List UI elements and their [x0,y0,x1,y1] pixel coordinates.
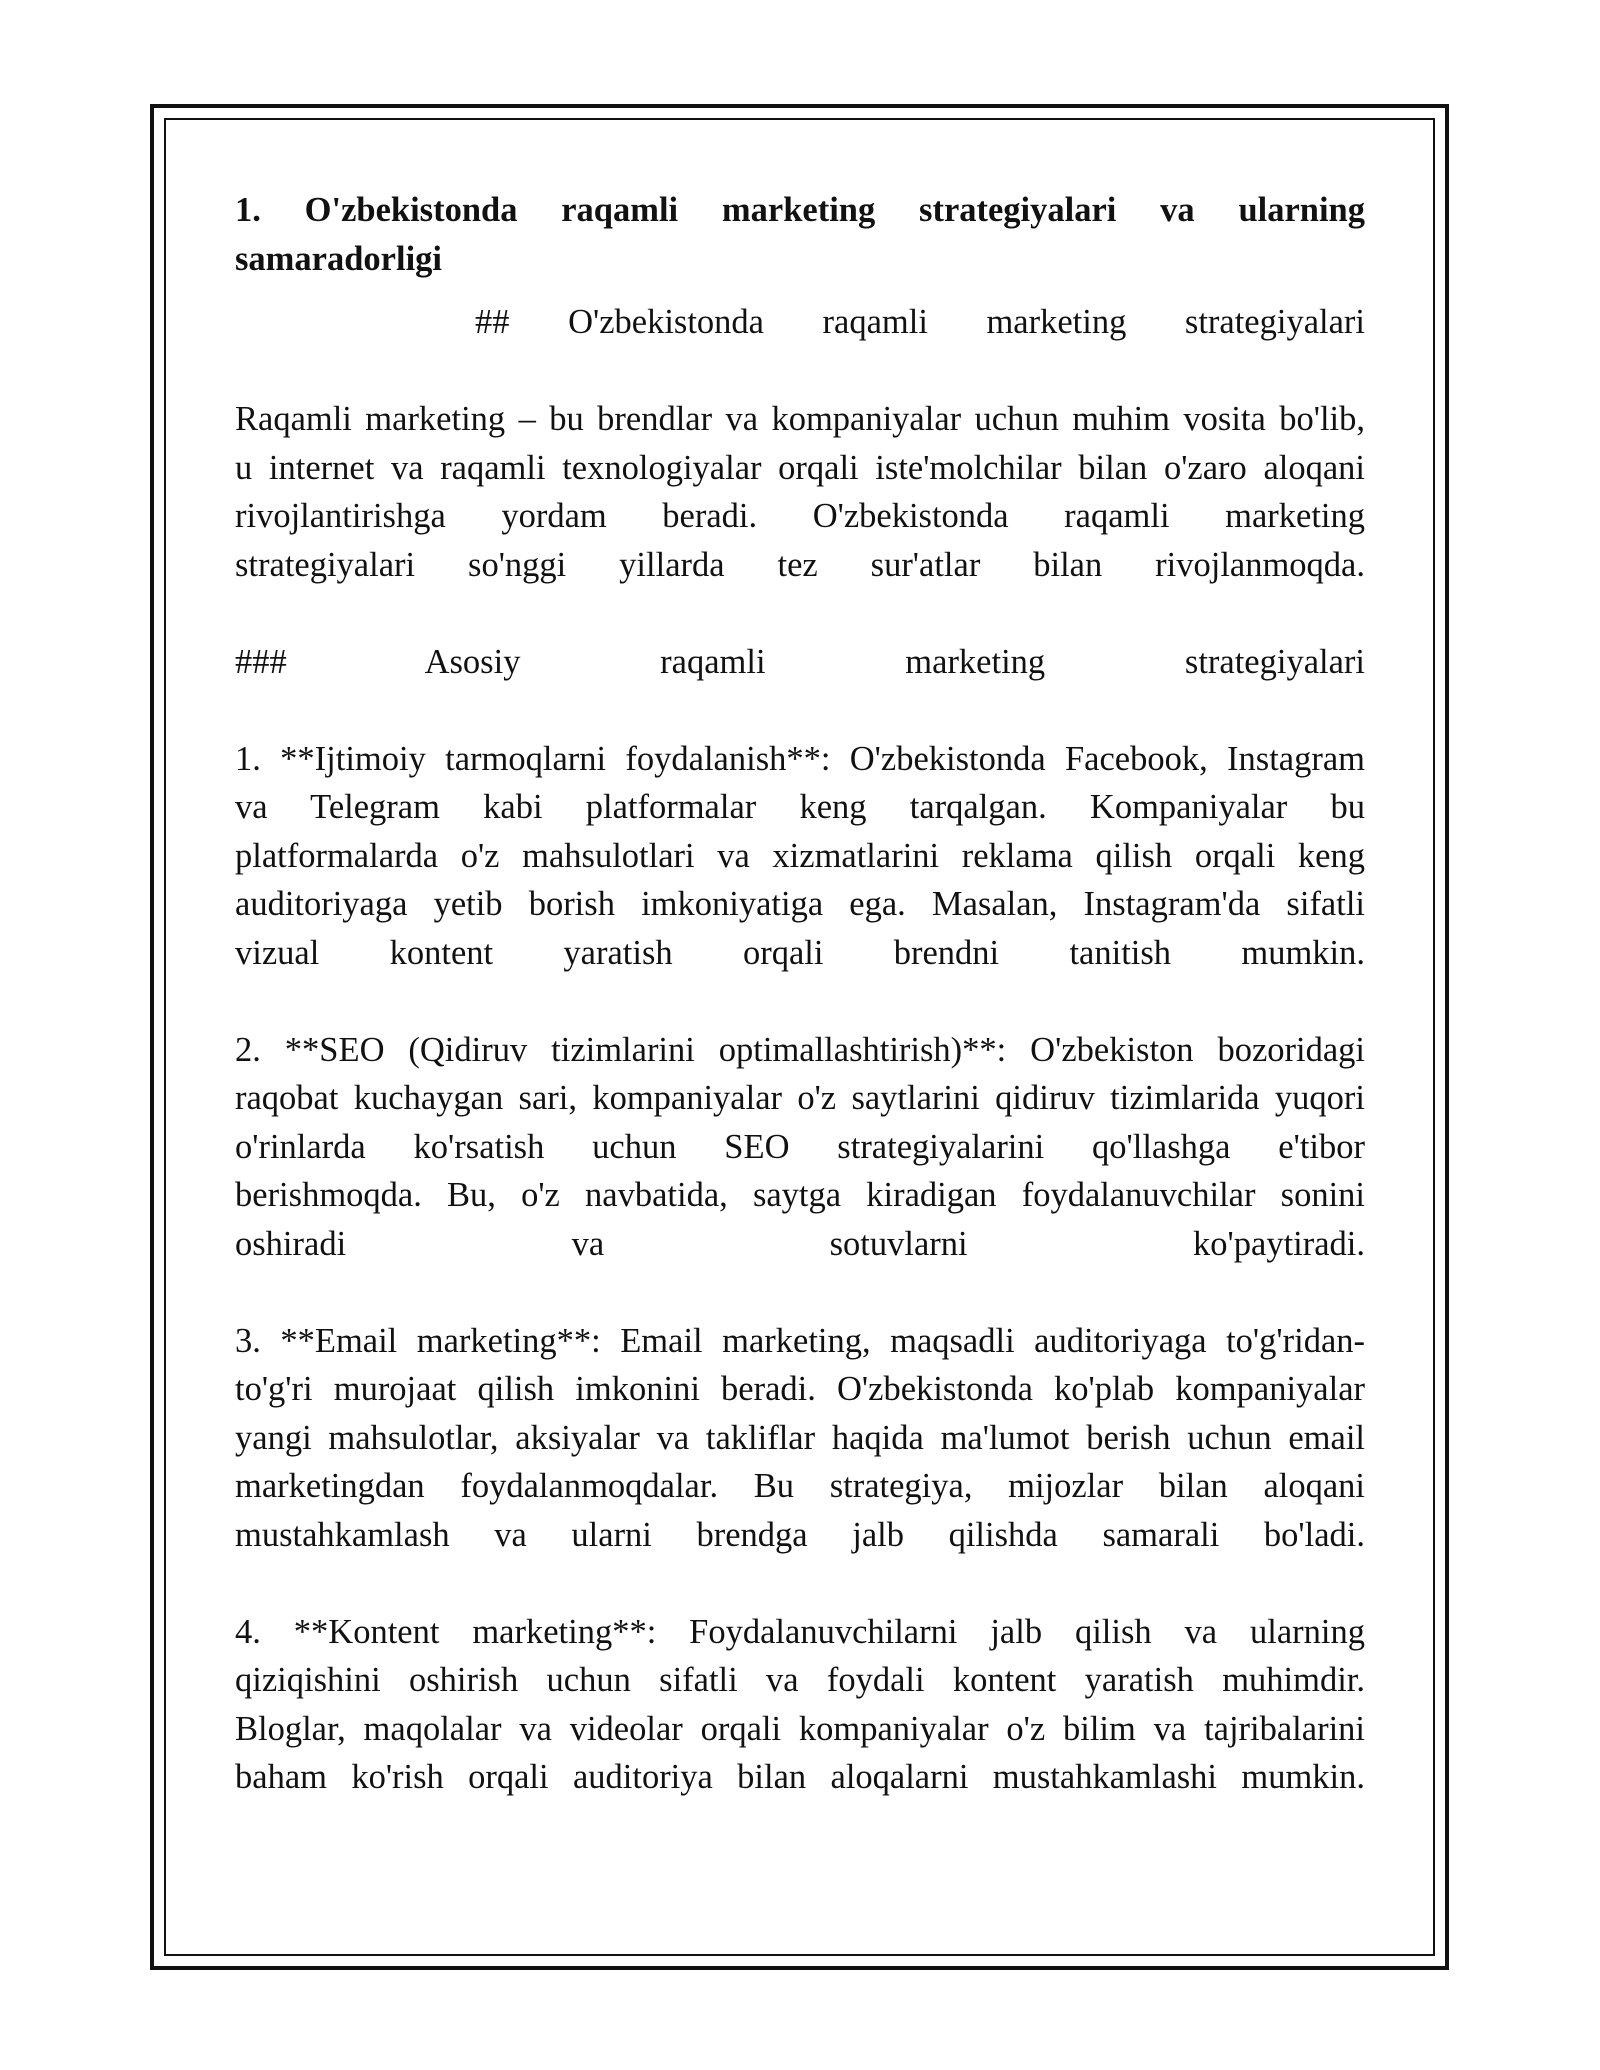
list-item [235,1317,1365,1560]
paragraph-line: o'rinlarda ko'rsatish uchun SEO strategiyalarini qo'llashga e'tibor [235,1127,1365,1166]
paragraph-line: to'g'ri murojaat qilish imkonini beradi. O'zbekistonda ko'plab kompaniyalar [235,1370,1365,1408]
paragraph-line: baham ko'rish orqali auditoriya bilan aloqalarni mustahkamlashi mumkin. [235,1758,1365,1796]
subtitle: ## O'zbekistonda raqamli marketing strategiyalari [475,303,1365,341]
paragraph-line: 2. **SEO (Qidiruv tizimlarini optimallashtirish)**: O'zbekiston bozoridagi [235,1030,1365,1069]
paragraph-line: qiziqishini oshirish uchun sifatli va foydali kontent yaratish muhimdir. [235,1661,1365,1699]
section-heading: ### Asosiy raqamli marketing strategiyalari [235,642,1365,681]
paragraph-line: yangi mahsulotlar, aksiyalar va takliflar haqida ma'lumot berish uchun email [235,1418,1365,1457]
paragraph-line: Bloglar, maqolalar va videolar orqali kompaniyalar o'z bilim va tajribalarini [235,1709,1365,1748]
paragraph-line: oshiradi va sotuvlarni ko'paytiradi. [235,1224,1365,1263]
paragraph-line: platformalarda o'z mahsulotlari va xizmatlarini reklama qilish orqali keng [235,836,1365,875]
paragraph-line: berishmoqda. Bu, o'z navbatida, saytga kiradigan foydalanuvchilar sonini [235,1176,1365,1214]
paragraph-line: u internet va raqamli texnologiyalar orqali iste'molchilar bilan o'zaro aloqani [235,448,1365,487]
paragraph-line: Raqamli marketing – bu brendlar va kompaniyalar uchun muhim vosita bo'lib, [235,400,1365,438]
paragraph-line: 1. **Ijtimoiy tarmoqlarni foydalanish**: O'zbekistonda Facebook, Instagram [235,739,1365,778]
document-body [235,186,1365,1802]
paragraph-line: vizual kontent yaratish orqali brendni tanitish mumkin. [235,933,1365,972]
title-line: samaradorligi [235,239,442,278]
paragraph-line: 3. **Email marketing**: Email marketing, maqsadli auditoriyaga to'g'ridan- [235,1321,1365,1360]
paragraph-line: 4. **Kontent marketing**: Foydalanuvchilarni jalb qilish va ularning [235,1612,1365,1651]
paragraph-line: mustahkamlash va ularni brendga jalb qilishda samarali bo'ladi. [235,1515,1365,1554]
list-item [235,1608,1365,1802]
paragraph-line: strategiyalari so'nggi yillarda tez sur'atlar bilan rivojlanmoqda. [235,545,1365,584]
paragraph-line: va Telegram kabi platformalar keng tarqalgan. Kompaniyalar bu [235,788,1365,826]
list-item [235,735,1365,978]
paragraph-line: rivojlantirishga yordam beradi. O'zbekistonda raqamli marketing [235,497,1365,535]
paragraph-line: marketingdan foydalanmoqdalar. Bu strategiya, mijozlar bilan aloqani [235,1467,1365,1505]
list-item [235,1026,1365,1269]
intro-paragraph [235,395,1365,589]
paragraph-line: raqobat kuchaygan sari, kompaniyalar o'z saytlarini qidiruv tizimlarida yuqori [235,1079,1365,1117]
paragraph-line: auditoriyaga yetib borish imkoniyatiga ega. Masalan, Instagram'da sifatli [235,885,1365,923]
document-title [235,186,1365,283]
title-line: 1. O'zbekistonda raqamli marketing strategiyalari va ularning [235,191,1365,229]
